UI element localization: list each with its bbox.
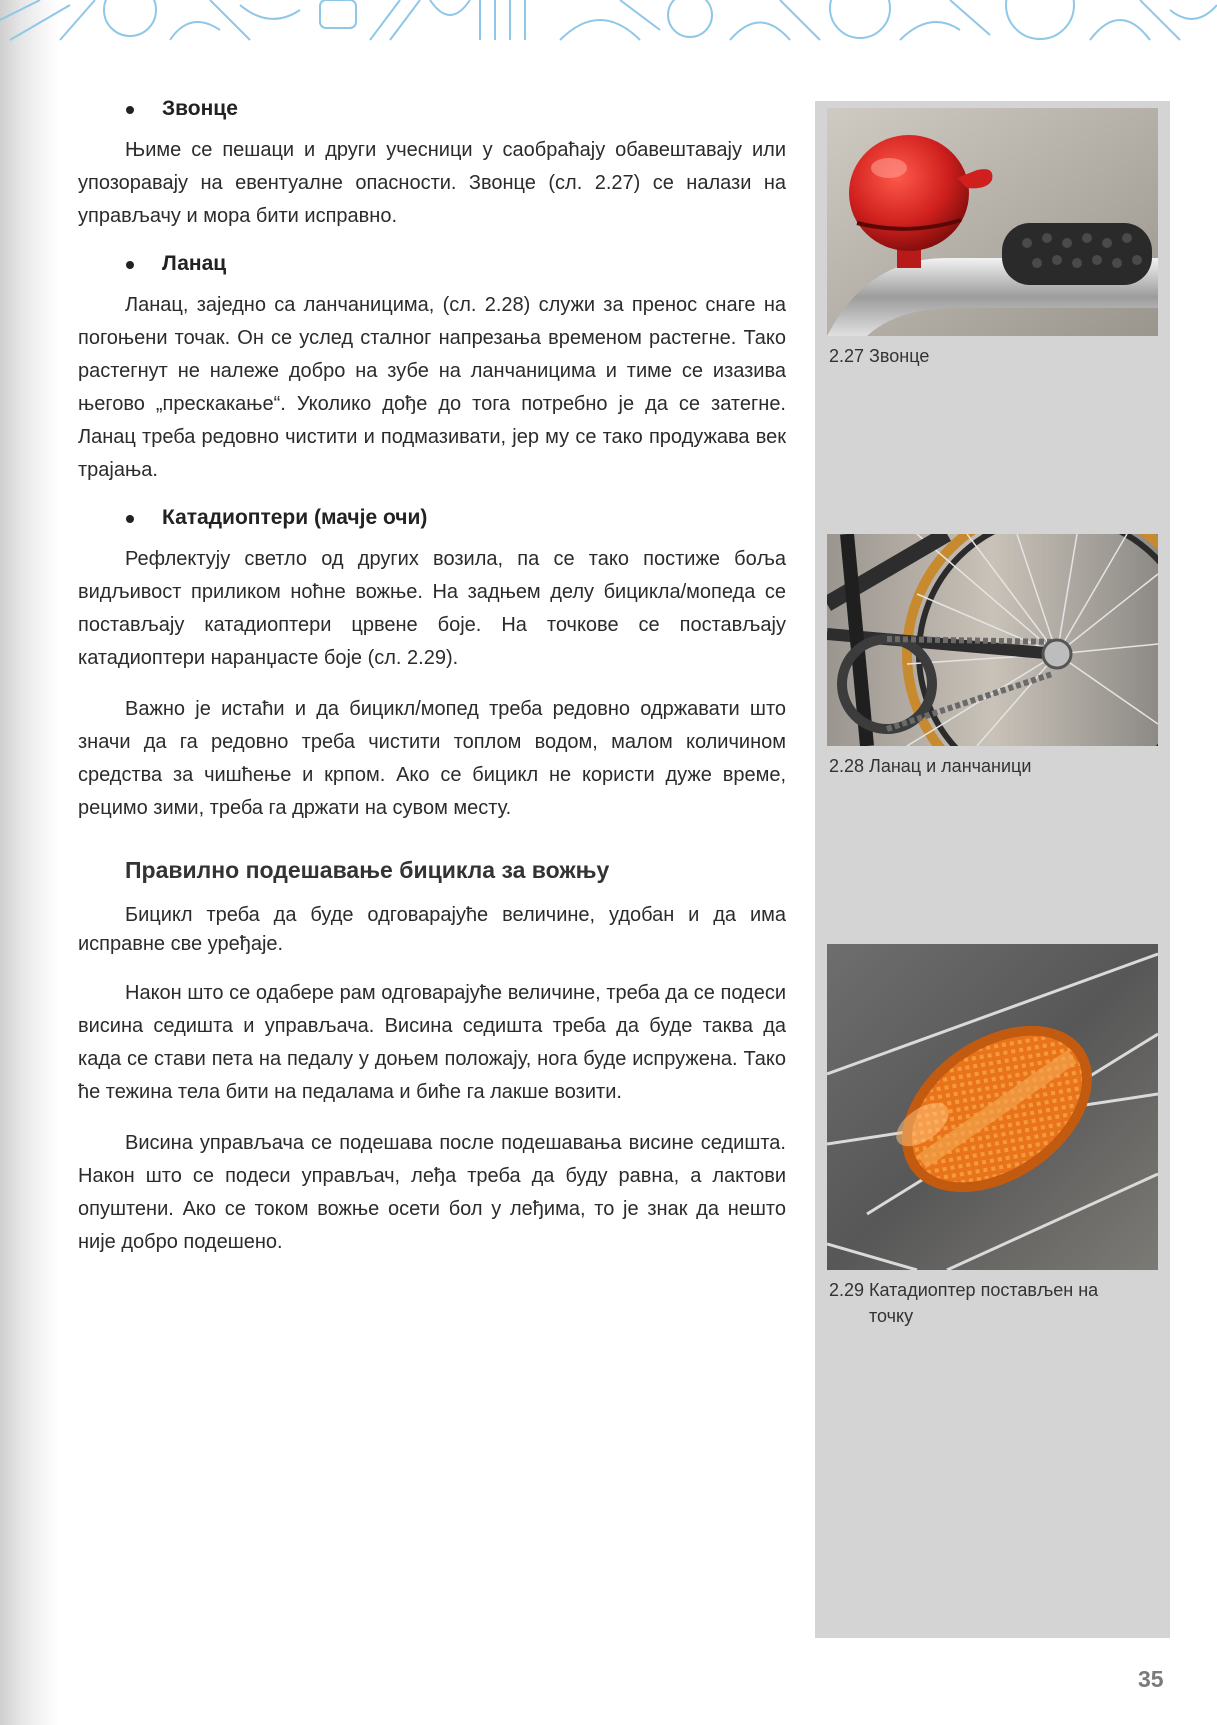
reflector-photo bbox=[827, 944, 1158, 1270]
chain-photo bbox=[827, 534, 1158, 746]
bullet-icon bbox=[126, 106, 134, 114]
figure-caption-line1: 2.29 Катадиоптер постављен на bbox=[829, 1280, 1099, 1300]
header-decoration bbox=[0, 0, 1217, 44]
figure-sidebar bbox=[815, 101, 1170, 1638]
page-number: 35 bbox=[1138, 1666, 1164, 1692]
figure-reflector bbox=[827, 944, 1158, 1329]
bullet-icon bbox=[126, 515, 134, 523]
page-edge-shadow bbox=[0, 0, 60, 1725]
chain-heading: Ланац bbox=[162, 252, 227, 275]
adjustment-paragraph-2: Након што се одабере рам одговарајуће величине, треба да се подеси висина седишта и управљача. Висина седишта треба да буде таква да када се стави пета на педалу у доњем положају, нога буде испружена. Тако ће тежина тела бити на педалама и биће га лакше возити. bbox=[78, 982, 786, 1103]
figure-caption bbox=[827, 1277, 1158, 1329]
chain-paragraph: Ланац, заједно са ланчаницима, (сл. 2.28) служи за пренос снаге на погоњени точак. Он се услед сталног напрезања временом растегне. Тако растегнут не належе добро на зубе на ланчаницима и тиме се изазива његово „прескакање“. Уколико дође до тога потребно је да се затегне. Ланац треба редовно чистити и подмазивати, јер му се тако продужава век трајања. bbox=[78, 294, 786, 481]
bullet-heading-chain bbox=[78, 251, 786, 277]
bullet-icon bbox=[126, 261, 134, 269]
figure-caption-line2: точку bbox=[869, 1306, 914, 1326]
reflectors-heading: Катадиоптери (мачје очи) bbox=[162, 506, 428, 529]
reflectors-paragraph: Рефлектују светло од других возила, па се тако постиже боља видљивост приликом ноћне вожње. На задњем делу бицикла/мопеда се постављају катадиоптери црвене боје. На точкове се постављају катадиоптери наранџасте боје (сл. 2.29). bbox=[78, 548, 786, 669]
adjustment-paragraph-1: Бицикл треба да буде одговарајуће величине, удобан и да има исправне све уређаје. bbox=[78, 904, 786, 955]
figure-caption: 2.27 Звонце bbox=[829, 346, 930, 366]
figure-bell bbox=[827, 108, 1158, 369]
main-text-column bbox=[78, 96, 786, 1277]
adjustment-paragraph-3: Висина управљача се подешава после подешавања висине седишта. Након што се подеси управљач, леђа треба да буду равна, а лактови опуштени. Ако се током вожње осети бол у леђима, то је знак да нешто није добро подешено. bbox=[78, 1132, 786, 1253]
bell-heading: Звонце bbox=[162, 97, 238, 120]
figure-caption: 2.28 Ланац и ланчаници bbox=[829, 756, 1032, 776]
figure-chain bbox=[827, 534, 1158, 779]
bell-photo bbox=[827, 108, 1158, 336]
maintenance-paragraph: Важно је истаћи и да бицикл/мопед треба редовно одржавати што значи да га редовно треба чистити топлом водом, малом количином средства за чишћење и крпом. Ако се бицикл не користи дуже време, рецимо зими, треба га држати на сувом месту. bbox=[78, 698, 786, 819]
bullet-heading-reflectors bbox=[78, 505, 786, 531]
bullet-heading-bell bbox=[78, 96, 786, 122]
adjustment-heading: Правилно подешавање бицикла за вожњу bbox=[125, 857, 610, 883]
bell-paragraph: Њиме се пешаци и други учесници у саобраћају обавештавају или упозоравају на евентуалне опасности. Звонце (сл. 2.27) се налази на управљачу и мора бити исправно. bbox=[78, 139, 786, 227]
